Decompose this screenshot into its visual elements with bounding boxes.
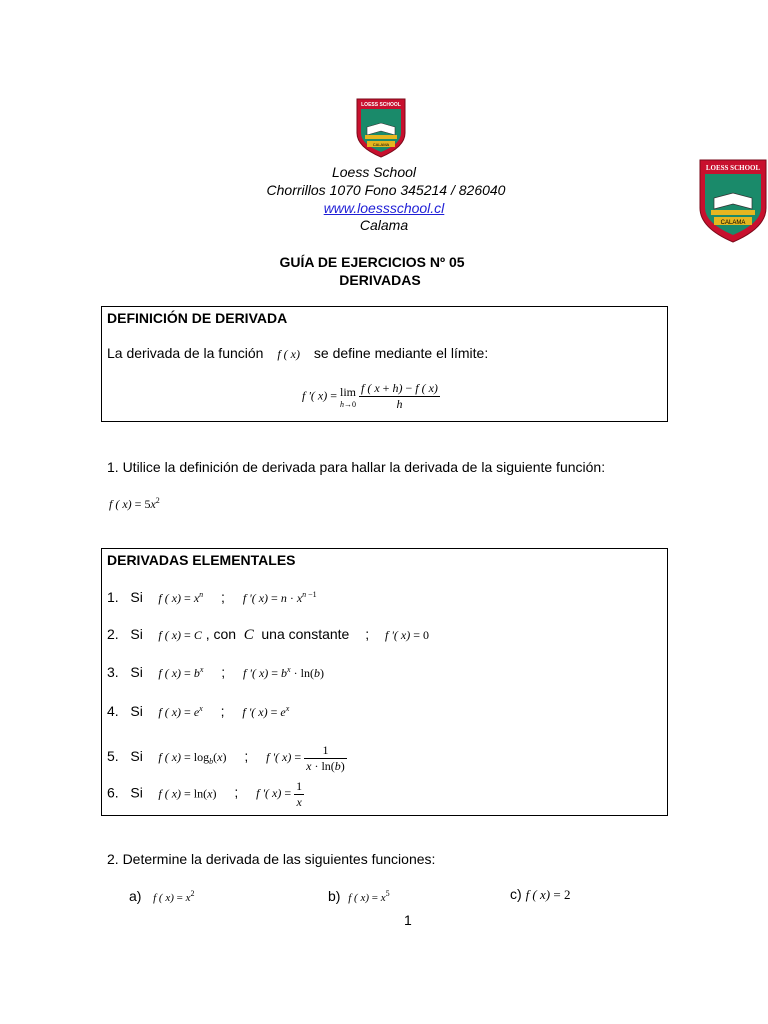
elementales-item-6: 6. Si f ( x) = ln(x) ; f '( x) = $\frac{1}{x}$: [107, 779, 303, 809]
exercise2-label-c: c): [510, 886, 522, 902]
item-si: Si: [130, 703, 143, 719]
item-separator: ;: [365, 626, 370, 642]
definition-formula: f '( x) = lim h→0 $\frac{f ( x + h) - f ( x)}{h}$: [302, 381, 438, 411]
exercise1-function: f ( $x) = 5x^2$: [109, 496, 160, 511]
item-number: 3.: [107, 664, 119, 680]
elementales-item-2: 2. Si f ( x) = C , con C una constante ; f '( x) = 0: [107, 626, 430, 643]
elementales-item-1: 1. Si f ( $x) = x^n$ ; f '( $x) = n \cdot x^{n -1}$: [107, 589, 317, 605]
elementales-item-4: 4. Si f ( $x) = e^x$ ; f '( $x) = e^x$: [107, 703, 290, 719]
school-name: Loess School: [331, 164, 417, 180]
item-number: 1.: [107, 589, 119, 605]
item-si: Si: [130, 626, 143, 642]
guide-title: GUÍA DE EJERCICIOS Nº 05: [279, 254, 465, 270]
definition-text: [107, 345, 488, 362]
item-si: Si: [130, 784, 143, 801]
exercise2-prompt: 2. Determine la derivada de las siguientes funciones:: [107, 851, 436, 867]
guide-subtitle: DERIVADAS: [339, 272, 421, 288]
exercise2-label-a: a): [129, 888, 142, 904]
elementales-item-3: 3. Si f ( $x) = b^x$ ; f '( $x) = b^x \cdot \ln(b)$: [107, 664, 324, 680]
logo-top-text: LOESS SCHOOL: [361, 102, 401, 108]
logo-right-top-text: LOESS SCHOOL: [705, 164, 761, 172]
school-city: Calama: [359, 217, 409, 233]
page-number: 1: [404, 912, 412, 928]
exercise2-b: b) f ( $x) = x^5$: [328, 888, 390, 904]
definition-text-after: se define mediante el límite:: [313, 345, 489, 361]
item-separator: ;: [220, 703, 225, 719]
item-si: Si: [130, 589, 143, 605]
exercise1-prompt: 1. Utilice la definición de derivada para hallar la derivada de la siguiente función:: [107, 459, 606, 475]
item-number: 2.: [107, 626, 119, 642]
item-number: 5.: [107, 748, 119, 764]
definition-fx: f ( x): [277, 347, 300, 361]
item-number: 4.: [107, 703, 119, 719]
item-si: Si: [130, 664, 143, 680]
item-si: Si: [130, 748, 143, 764]
school-website-link[interactable]: www.loessschool.cl: [323, 200, 445, 216]
exercise2-c: c) f ( x) = 2: [510, 886, 571, 902]
logo-right-bottom-text: CALAMA: [720, 220, 746, 226]
definition-text-before: La derivada de la función: [107, 345, 264, 361]
definition-heading: DEFINICIÓN DE DERIVADA: [107, 310, 288, 326]
school-address: Chorrillos 1070 Fono 345214 / 826040: [266, 182, 506, 198]
item-con: , con: [205, 626, 237, 642]
elementales-heading: DERIVADAS ELEMENTALES: [107, 552, 296, 568]
item-separator: ;: [234, 784, 239, 801]
exercise2-label-b: b): [328, 888, 341, 904]
item-separator: ;: [244, 748, 249, 764]
item-number: 6.: [107, 784, 119, 801]
item-separator: ;: [221, 589, 225, 605]
elementales-item-5: 5. Si f ( $x) = \log_b(x)$ ; f '( x) = $\frac{1}{x \cdot \ln(b)}$: [107, 740, 347, 774]
item-constant-text: una constante: [261, 626, 350, 642]
item-separator: ;: [221, 664, 226, 680]
logo-bottom-text: CALAMA: [372, 142, 390, 147]
school-logo-top: [355, 97, 407, 159]
exercise2-a: a) f ( $x) = x^2$: [129, 888, 195, 904]
